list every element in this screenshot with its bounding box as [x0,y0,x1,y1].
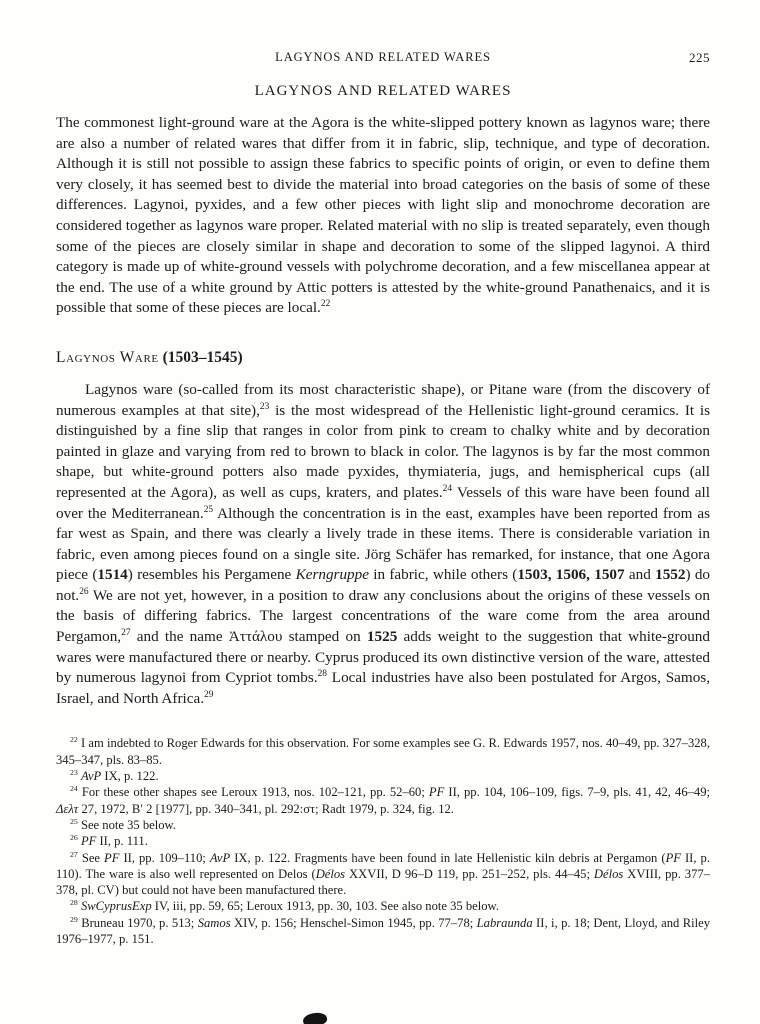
running-header [56,50,710,67]
footnote-22: $^{22}$ I am indebted to Roger Edwards for this observation. For some examples see G. R. Edwards 1957, nos. 40–49, pp. 327–328, 345–347, pls. 83–85. [56,735,710,767]
footnotes [56,735,710,947]
footnote-24: $^{24}$ For these other shapes see Leroux 1913, nos. 102–121, pp. 52–60; PF II, pp. 104, 106–109, figs. 7–9, pls. 41, 42, 46–49; Δελτ 27, 1972, Β′ 2 [1977], pp. 340–341, pl. 292:στ; Radt 1979, p. 324, fig. 12. [56,784,711,816]
footnote-25: $^{25}$ See note 35 below. [70,816,176,832]
running-head-title: LAGYNOS AND RELATED WARES [275,50,491,64]
section-heading: Lagynos Ware (1503–1545) [56,348,243,366]
ink-mark [302,1011,328,1024]
footnote-27: $^{27}$ See PF II, pp. 109–110; AvP IX, p. 122. Fragments have been found in late Hellenistic kiln debris at Pergamon (PF II, p. 110). The ware is also well represented on Delos (Délos XXVII, D 96–D 119, pp. 251–252, pls. 44–45; Délos XVIII, pp. 377–378, pl. CV) but could not have been manufactured there. [56,849,710,898]
page-title: LAGYNOS AND RELATED WARES [254,83,512,99]
paragraph-lagynos-ware: Lagynos ware (so-called from its most characteristic shape), or Pitane ware (from the discovery of numerous examples at that site),$^{23}$ is the most widespread of the Hellenistic light-ground ceramics. It is distinguished by a fine slip that ranges in color from pink to cream to chalky white and by decoration painted in glaze and varying from red to brown to black in color. The lagynos is by far the most common shape, but white-ground potters also made pyxides, thymiateria, jugs, and hemispherical cups (all represented at the Agora), as well as cups, kraters, and plates.$^{24}$ Vessels of this ware have been found all over the Mediterranean.$^{25}$ Although the concentration is in the east, examples have been reported from as far west as Spain, and there was clearly a lively trade in these items. There is considerable variation in fabric, even among pieces found on a single site. Jörg Schäfer has remarked, for instance, that one Agora piece (1514) resembles his Pergamene Kerngruppe in fabric, while others (1503, 1506, 1507 and 1552) do not.$^{26}$ We are not yet, however, in a position to draw any conclusions about the origins of these vessels on the basis of differing fabrics. The largest concentrations of the ware come from the area around Pergamon,$^{27}$ and the name Ἀττάλου stamped on 1525 adds weight to the suggestion that white-ground wares were manufactured there or nearby. Cyprus produced its own distinctive version of the ware, attested by numerous lagynoi from Cypriot tombs.$^{28}$ Local industries have also been postulated for Argos, Samos, Israel, and North Africa.$^{29}$ [56,380,711,707]
footnote-23: $^{23}$ AvP IX, p. 122. [70,767,159,784]
paragraph-intro: The commonest light-ground ware at the Agora is the white-slipped pottery known as lagynos ware; there are also a number of related wares that differ from it in fabric, slip, technique, and type of decoration. Although it is still not possible to assign these fabrics to specific points of origin, or even to define them very closely, it has seemed best to divide the material into broad categories on the basis of some of these differences. Lagynoi, pyxides, and a few other pieces with light slip and monochrome decoration are considered together as lagynos ware proper. Related material with no slip is treated separately, even though some of the pieces are closely similar in shape and decoration to some of the slipped lagynoi. A third category is made up of white-ground vessels with polychrome decoration, and a few miscellanea appear at the end. The use of a white ground by Attic potters is attested by the white-ground Panathenaics, and it is possible that some of these pieces are local.$^{22}$ [56,114,710,317]
footnote-28: $^{28}$ SwCyprusExp IV, iii, pp. 59, 65; Leroux 1913, pp. 30, 103. See also note 35 below. [70,898,499,914]
footnote-26: $^{26}$ PF II, p. 111. [70,833,148,849]
footnote-29: $^{29}$ Bruneau 1970, p. 513; Samos XIV, p. 156; Henschel-Simon 1945, pp. 77–78; Labraunda II, i, p. 18; Dent, Lloyd, and Riley 1976–1977, p. 151. [56,914,710,946]
page-number: 225 [689,50,710,65]
